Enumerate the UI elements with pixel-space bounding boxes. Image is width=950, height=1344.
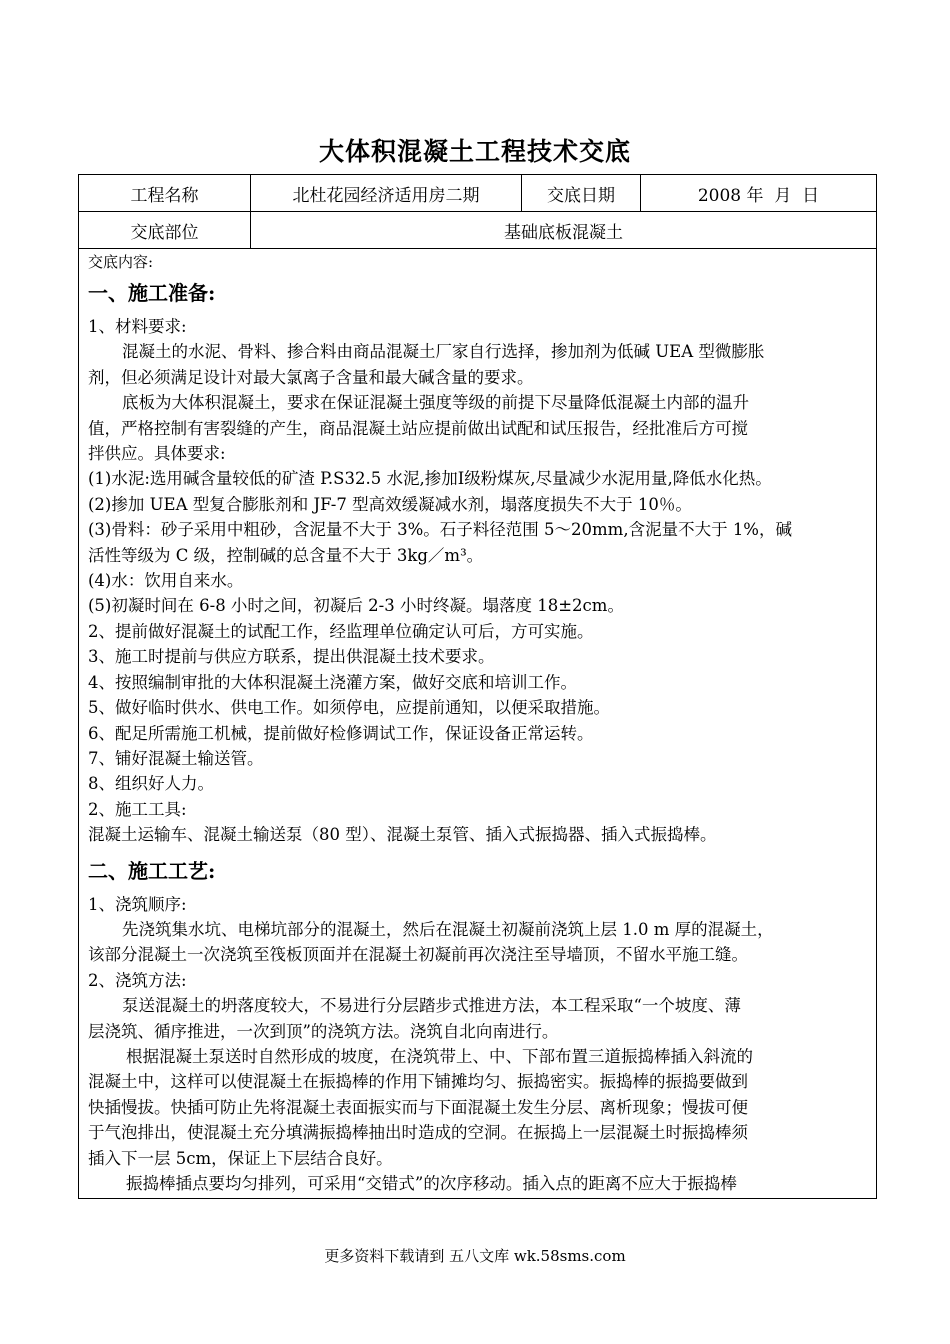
text-line: (4)水：饮用自来水。 (88, 571, 244, 591)
text-line: 先浇筑集水坑、电梯坑部分的混凝土，然后在混凝土初凝前浇筑上层 1.0 m 厚的混凝土， (122, 919, 774, 939)
section-heading-process: 二、施工工艺: (88, 858, 216, 883)
date-label: 交底日期 (522, 175, 641, 211)
text-line: 层浇筑、循序推进，一次到顶”的浇筑方法。浇筑自北向南进行。 (88, 1021, 559, 1041)
text-line: 值，严格控制有害裂缝的产生，商品混凝土站应提前做出试配和试压报告，经批准后方可搅 (88, 418, 748, 438)
text-line: 插入下一层 5cm，保证上下层结合良好。 (88, 1148, 393, 1168)
text-line: 该部分混凝土一次浇筑至筏板顶面并在混凝土初凝前再次浇注至导墙顶，不留水平施工缝。 (88, 945, 748, 965)
text-line: 混凝土的水泥、骨料、掺合料由商品混凝土厂家自行选择，掺加剂为低碱 UEA 型微膨胀 (122, 342, 765, 362)
text-line: 剂，但必须满足设计对最大氯离子含量和最大碱含量的要求。 (88, 367, 534, 387)
text-line: 1、浇筑顺序: (88, 894, 187, 914)
text-line: 1、材料要求: (88, 317, 187, 336)
text-line: 6、配足所需施工机械，提前做好检修调试工作，保证设备正常运转。 (88, 723, 594, 743)
text-line: 振捣棒插点要均匀排列，可采用“交错式”的次序移动。插入点的距离不应大于振捣棒 (126, 1174, 737, 1193)
text-line: 3、施工时提前与供应方联系，提出供混凝土技术要求。 (88, 647, 495, 667)
text-line: 8、组织好人力。 (88, 774, 214, 794)
text-line: 底板为大体积混凝土，要求在保证混凝土强度等级的前提下尽量降低混凝土内部的温升 (122, 393, 749, 413)
part-value: 基础底板混凝土 (504, 222, 623, 243)
text-line: (1)水泥:选用碱含量较低的矿渣 P.S32.5 水泥,掺加Ⅰ级粉煤灰,尽量减少水泥用量,降低水化热。 (88, 469, 772, 489)
project-name-value: 北杜花园经济适用房二期 (251, 175, 522, 211)
header-row-project (79, 175, 876, 212)
text-line: 活性等级为 C 级，控制碱的总含量不大于 3kg／m³。 (88, 545, 484, 565)
text-line: (3)骨料：砂子采用中粗砂，含泥量不大于 3%。石子料径范围 5～20mm,含泥量不大于 1%，碱 (88, 520, 792, 540)
text-line: 2、提前做好混凝土的试配工作，经监理单位确定认可后，方可实施。 (88, 621, 594, 641)
text-line: 混凝土运输车、混凝土输送泵（80 型）、混凝土泵管、插入式振捣器、插入式振捣棒。 (88, 825, 717, 845)
text-line: (2)掺加 UEA 型复合膨胀剂和 JF-7 型高效缓凝减水剂，塌落度损失不大于 10％。 (88, 494, 692, 514)
text-line: 2、浇筑方法: (88, 970, 187, 990)
text-line: 7、铺好混凝土输送管。 (88, 748, 264, 768)
text-line: 快插慢拔。快插可防止先将混凝土表面振实而与下面混凝土发生分层、离析现象；慢拔可便 (88, 1097, 748, 1117)
disclosure-content (79, 249, 876, 1196)
text-line: 4、按照编制审批的大体积混凝土浇灌方案，做好交底和培训工作。 (88, 672, 577, 692)
content-label: 交底内容: (88, 253, 154, 271)
header-row-part (79, 212, 876, 249)
part-label: 交底部位 (79, 212, 251, 248)
document-title: 大体积混凝土工程技术交底 (318, 137, 631, 166)
text-line: 混凝土中，这样可以使混凝土在振捣棒的作用下铺摊均匀、振捣密实。振捣棒的振捣要做到 (88, 1072, 748, 1092)
text-line: (5)初凝时间在 6-8 小时之间，初凝后 2-3 小时终凝。塌落度 18±2cm。 (88, 596, 624, 616)
text-line: 2、施工工具: (88, 799, 187, 819)
text-line: 根据混凝土泵送时自然形成的坡度，在浇筑带上、中、下部布置三道振捣棒插入斜流的 (126, 1046, 753, 1066)
footer-watermark-text: 更多资料下载请到 五八文库 wk.58sms.com (324, 1247, 626, 1265)
date-value: 2008 年 月 日 (697, 185, 820, 206)
text-line: 于气泡排出，使混凝土充分填满振捣棒抽出时造成的空洞。在振捣上一层混凝土时振捣棒须 (88, 1123, 748, 1143)
text-line: 拌供应。具体要求: (88, 444, 226, 464)
project-name-label: 工程名称 (79, 175, 251, 211)
text-line: 泵送混凝土的坍落度较大，不易进行分层踏步式推进方法，本工程采取“一个坡度、薄 (122, 996, 741, 1016)
text-line: 5、做好临时供水、供电工作。如须停电，应提前通知，以便采取措施。 (88, 698, 610, 718)
disclosure-form (78, 174, 877, 1199)
section-heading-preparation: 一、施工准备: (88, 281, 216, 305)
